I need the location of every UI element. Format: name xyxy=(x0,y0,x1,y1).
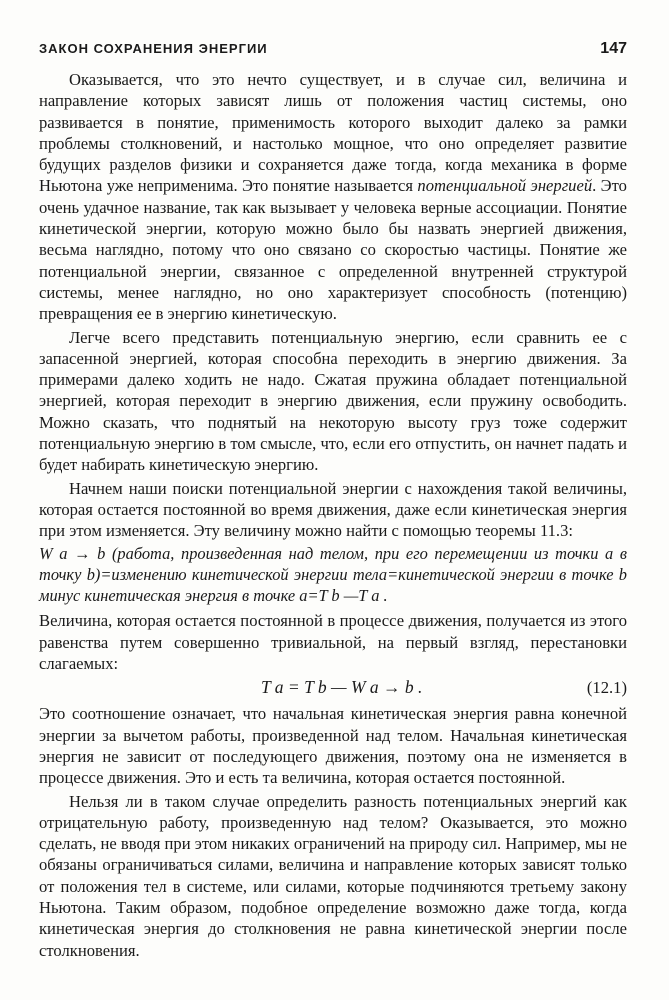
page-body xyxy=(39,69,627,961)
page-header xyxy=(39,38,627,60)
paragraph-1 xyxy=(39,69,627,325)
paragraph-3: Начнем наши поиски потенциальной энергии с нахождения такой величины, которая остается постоянной во время движения, даже если кинетическая энергия при этом изменяется. Эту величину можно найти с помощью теоремы 11.3: xyxy=(39,478,627,541)
work-definition: W a → b (работа, произведенная над телом, при его перемещении из точки a в точку b)=изменению кинетической энергии тела=кинетической энергии в точке b минус кинетическая энергия в точке a=T b —T a . xyxy=(39,543,627,606)
running-title: ЗАКОН СОХРАНЕНИЯ ЭНЕРГИИ xyxy=(39,41,268,56)
paragraph-1-text-a: Оказывается, что это нечто существует, и в случае сил, величина и направление которых зависят лишь от положения частиц системы, оно развивается в понятие, применимость которого выходит далеко за рамки проблемы столкновений, и настолько мощное, что оно определяет развитие будущих разделов физики и сохраняется даже тогда, когда механика в форме Ньютона уже неприменима. Это понятие называется xyxy=(39,70,627,196)
paragraph-1-text-b: . Это очень удачное название, так как вызывает у человека верные ассоциации. Понятие кинетической энергии, которую можно было бы назвать энергией движения, весьма наглядно, потому что оно связано со скоростью частицы. Понятие же потенциальной энергии, связанное с определенной внутренней структурой системы, менее наглядно, но оно характеризует способность (потенцию) превращения ее в энергию кинетическую. xyxy=(39,176,627,324)
page-number: 147 xyxy=(600,40,627,57)
paragraph-6: Нельзя ли в таком случае определить разность потенциальных энергий как отрицательную работу, произведенную над телом? Оказывается, это можно сделать, не вводя при этом никаких ограничений на природу сил. Например, мы не обязаны ограничиваться силами, величина и направление которых зависят только от положения тел в системе, или силами, которые подчиняются третьему закону Ньютона. Таким образом, подобное определение возможно даже тогда, когда кинетическая энергия до столкновения не равна кинетической энергии после столкновения. xyxy=(39,791,627,960)
equation-number: (12.1) xyxy=(586,678,627,698)
paragraph-5: Это соотношение означает, что начальная кинетическая энергия равна конечной энергии за вычетом работы, произведенной над телом. Начальная кинетическая энергия не зависит от последующего движения, поэтому она не изменяется в процессе движения. Это и есть та величина, которая остается постоянной. xyxy=(39,704,627,788)
term-potential-energy: потенциальной энергией xyxy=(417,176,593,196)
equation-formula: T a = T b — W a → b . xyxy=(261,677,423,698)
equation-row xyxy=(39,677,627,701)
paragraph-4: Величина, которая остается постоянной в процессе движения, получается из этого равенства путем совершенно тривиальной, на первый взгляд, перестановки слагаемых: xyxy=(39,611,627,674)
paragraph-2: Легче всего представить потенциальную энергию, если сравнить ее с запасенной энергией, которая способна переходить в энергию движения. За примерами далеко ходить не надо. Сжатая пружина обладает потенциальной энергией, которая переходит в энергию движения, если пружину освободить. Можно сказать, что поднятый на некоторую высоту груз тоже содержит потенциальную энергию в том смысле, что, если его отпустить, он начнет падать и будет набирать кинетическую энергию. xyxy=(39,327,627,475)
